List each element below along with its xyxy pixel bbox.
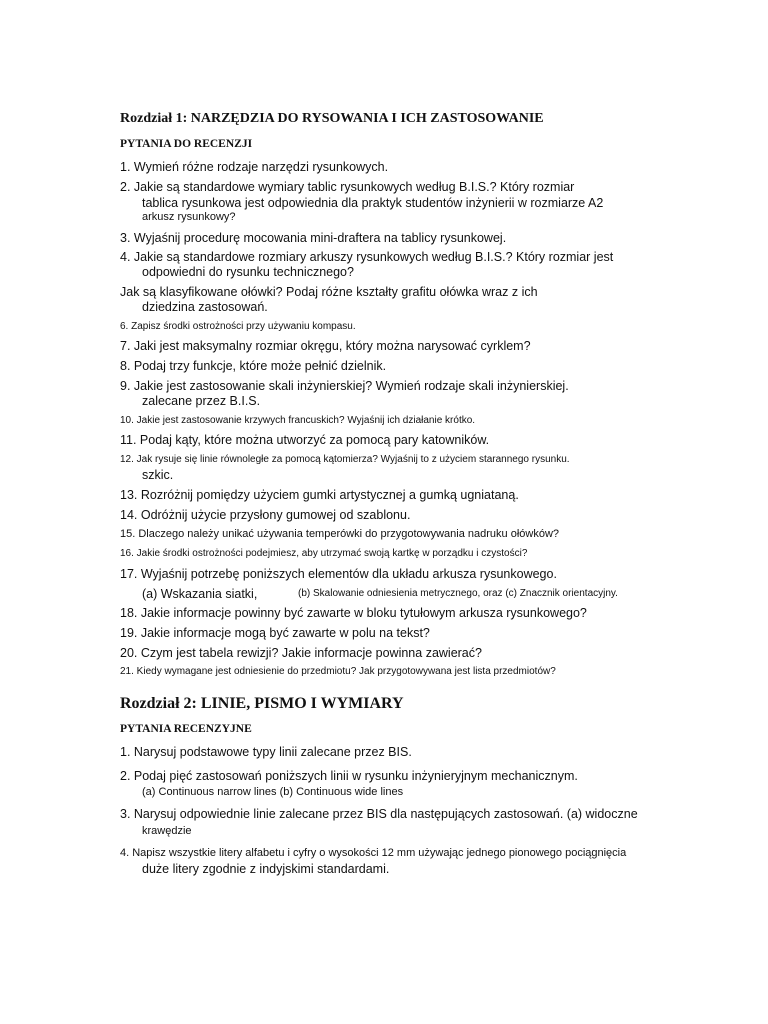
- question-7: 7. Jaki jest maksymalny rozmiar okręgu, który można narysować cyrklem?: [120, 339, 531, 353]
- question-8: 8. Podaj trzy funkcje, które może pełnić dzielnik.: [120, 359, 387, 373]
- chapter-2-section-heading: PYTANIA RECENZYJNE: [120, 723, 252, 735]
- question-1: 1. Wymień różne rodzaje narzędzi rysunkowych.: [120, 160, 389, 174]
- ch2-question-2: 2. Podaj pięć zastosowań poniższych linii w rysunku inżynieryjnym mechanicznym.: [120, 769, 578, 783]
- question-4-continued: odpowiedni do rysunku technicznego?: [142, 265, 354, 279]
- question-4: 4. Jakie są standardowe rozmiary arkuszy rysunkowych według B.I.S.? Który rozmiar jest: [120, 250, 614, 264]
- question-20: 20. Czym jest tabela rewizji? Jakie informacje powinna zawierać?: [120, 646, 482, 660]
- question-3: 3. Wyjaśnij procedurę mocowania mini-draftera na tablicy rysunkowej.: [120, 231, 507, 245]
- question-12: 12. Jak rysuje się linie równoległe za pomocą kątomierza? Wyjaśnij to z użyciem starannego rysunku.: [120, 454, 570, 465]
- question-13: 13. Rozróżnij pomiędzy użyciem gumki artystycznej a gumką ugniataną.: [120, 488, 519, 502]
- question-19: 19. Jakie informacje mogą być zawarte w polu na tekst?: [120, 626, 430, 640]
- question-5: Jak są klasyfikowane ołówki? Podaj różne kształty grafitu ołówka wraz z ich: [120, 285, 538, 299]
- question-16: 16. Jakie środki ostrożności podejmiesz, aby utrzymać swoją kartkę w porządku i czystości?: [120, 548, 528, 559]
- ch2-question-3-continued: krawędzie: [142, 825, 192, 837]
- question-14: 14. Odróżnij użycie przysłony gumowej od szablonu.: [120, 508, 411, 522]
- ch2-question-4: 4. Napisz wszystkie litery alfabetu i cyfry o wysokości 12 mm używając jednego pionowego pociągnięcia: [120, 847, 627, 859]
- question-12-continued: szkic.: [142, 468, 174, 482]
- question-21: 21. Kiedy wymagane jest odniesienie do przedmiotu? Jak przygotowywana jest lista przedmiotów?: [120, 666, 556, 677]
- ch2-question-2-continued: (a) Continuous narrow lines (b) Continuous wide lines: [142, 786, 404, 798]
- question-9-continued: zalecane przez B.I.S.: [142, 394, 261, 408]
- question-9: 9. Jakie jest zastosowanie skali inżynierskiej? Wymień rodzaje skali inżynierskiej.: [120, 379, 569, 393]
- ch2-question-3: 3. Narysuj odpowiednie linie zalecane przez BIS dla następujących zastosowań. (a) widoczne: [120, 807, 638, 821]
- chapter-1-title: Rozdział 1: NARZĘDZIA DO RYSOWANIA I ICH ZASTOSOWANIE: [120, 111, 544, 126]
- question-17-item-a: (a) Wskazania siatki,: [142, 587, 258, 601]
- question-11: 11. Podaj kąty, które można utworzyć za pomocą pary katowników.: [120, 433, 490, 447]
- question-6: 6. Zapisz środki ostrożności przy używaniu kompasu.: [120, 321, 356, 332]
- question-2-continued: tablica rysunkowa jest odpowiednia dla praktyk studentów inżynierii w rozmiarze A2: [142, 196, 604, 210]
- chapter-1-section-heading: PYTANIA DO RECENZJI: [120, 138, 253, 150]
- ch2-question-1: 1. Narysuj podstawowe typy linii zalecane przez BIS.: [120, 745, 412, 759]
- question-17-items-b-c: (b) Skalowanie odniesienia metrycznego, oraz (c) Znacznik orientacyjny.: [298, 588, 618, 599]
- question-5-continued: dziedzina zastosowań.: [142, 300, 268, 314]
- question-2: 2. Jakie są standardowe wymiary tablic rysunkowych według B.I.S.? Który rozmiar: [120, 180, 575, 194]
- ch2-question-4-continued: duże litery zgodnie z indyjskimi standardami.: [142, 862, 390, 876]
- question-2-continued: arkusz rysunkowy?: [142, 211, 236, 223]
- question-15: 15. Dlaczego należy unikać używania temperówki do przygotowywania nadruku ołówków?: [120, 528, 560, 540]
- chapter-2-title: Rozdział 2: LINIE, PISMO I WYMIARY: [120, 695, 404, 712]
- question-17: 17. Wyjaśnij potrzebę poniższych elementów dla układu arkusza rysunkowego.: [120, 567, 557, 581]
- question-18: 18. Jakie informacje powinny być zawarte w bloku tytułowym arkusza rysunkowego?: [120, 606, 587, 620]
- question-10: 10. Jakie jest zastosowanie krzywych francuskich? Wyjaśnij ich działanie krótko.: [120, 415, 476, 426]
